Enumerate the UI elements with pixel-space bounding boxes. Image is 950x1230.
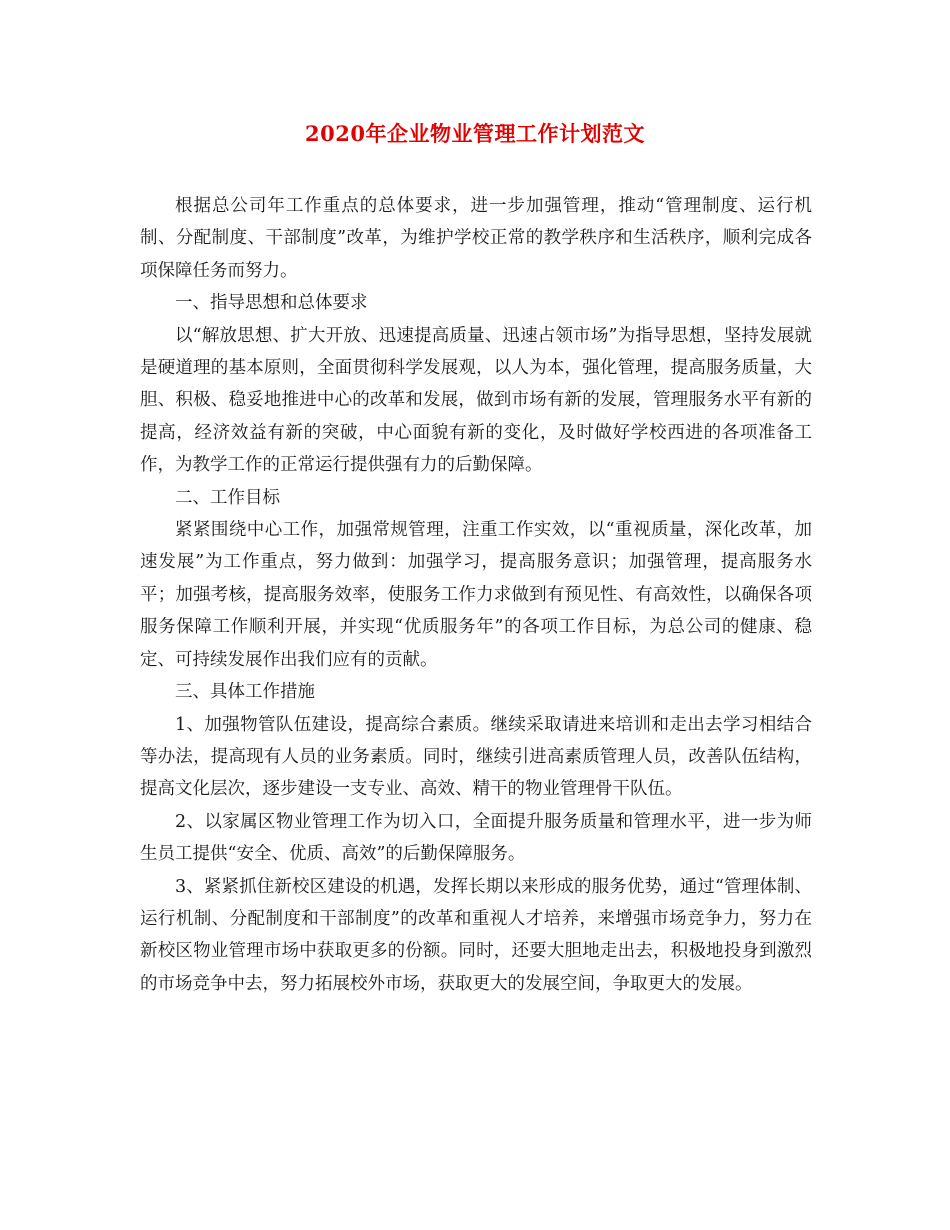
- document-title: 2020年企业物业管理工作计划范文: [305, 121, 645, 146]
- section-heading-3: 三、具体工作措施: [175, 682, 315, 703]
- document-body: [140, 190, 812, 1000]
- measure-item-2: 2、以家属区物业管理工作为切入口，全面提升服务质量和管理水平，进一步为师生员工提供“安全、优质、高效”的后勤保障服务。: [140, 811, 812, 865]
- measure-item-1: 1、加强物管队伍建设，提高综合素质。继续采取请进来培训和走出去学习相结合等办法，提高现有人员的业务素质。同时，继续引进高素质管理人员，改善队伍结构，提高文化层次，逐步建设一支专业、高效、精干的物业管理骨干队伍。: [140, 714, 812, 800]
- measure-item-3: 3、紧紧抓住新校区建设的机遇，发挥长期以来形成的服务优势，通过“管理体制、运行机制、分配制度和干部制度”的改革和重视人才培养，来增强市场竞争力，努力在新校区物业管理市场中获取更多的份额。同时，还要大胆地走出去，积极地投身到激烈的市场竞争中去，努力拓展校外市场，获取更大的发展空间，争取更大的发展。: [140, 876, 812, 994]
- section-heading-1: 一、指导思想和总体要求: [175, 293, 368, 314]
- section-heading-2: 二、工作目标: [175, 487, 280, 508]
- section-paragraph-2: 紧紧围绕中心工作，加强常规管理，注重工作实效，以“重视质量，深化改革，加速发展”为工作重点，努力做到：加强学习，提高服务意识；加强管理，提高服务水平；加强考核，提高服务效率，使服务工作力求做到有预见性、有高效性，以确保各项服务保障工作顺利开展，并实现“优质服务年”的各项工作目标，为总公司的健康、稳定、可持续发展作出我们应有的贡献。: [140, 520, 812, 670]
- intro-paragraph: 根据总公司年工作重点的总体要求，进一步加强管理，推动“管理制度、运行机制、分配制度、干部制度”改革，为维护学校正常的教学秩序和生活秩序，顺利完成各项保障任务而努力。: [140, 196, 812, 281]
- section-paragraph-1: 以“解放思想、扩大开放、迅速提高质量、迅速占领市场”为指导思想，坚持发展就是硬道理的基本原则，全面贯彻科学发展观，以人为本，强化管理，提高服务质量，大胆、积极、稳妥地推进中心的改革和发展，做到市场有新的发展，管理服务水平有新的提高，经济效益有新的突破，中心面貌有新的变化，及时做好学校西进的各项准备工作，为教学工作的正常运行提供强有力的后勤保障。: [140, 325, 812, 476]
